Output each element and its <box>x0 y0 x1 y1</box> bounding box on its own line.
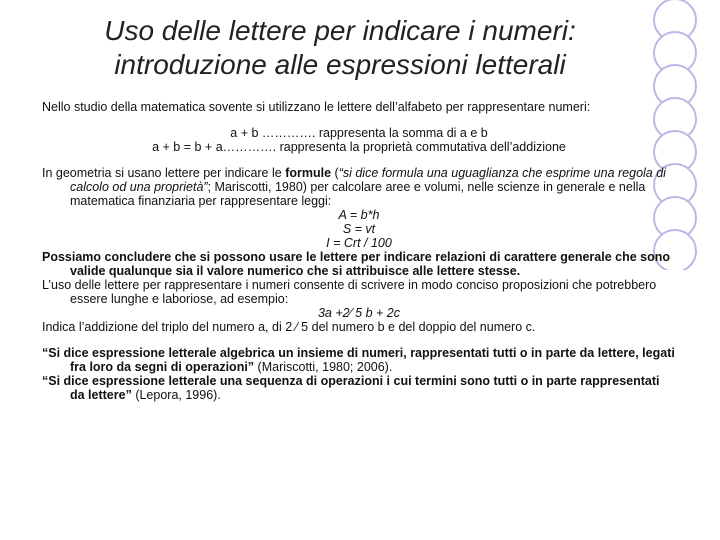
geometry-text-3: ; Mariscotti, 1980) per calcolare aree e volumi, nelle scienze in generale e nella matematica finanziaria per rappresentare leggi: <box>70 180 646 208</box>
definition-lepora <box>42 374 676 402</box>
formula-area: A = b*h <box>338 208 380 222</box>
example-commutative: a + b = b + a…………. rappresenta la proprietà commutativa dell’addizione <box>152 140 566 154</box>
intro-text: Nello studio della matematica sovente si utilizzano le lettere dell’alfabeto per rappresentare numeri: <box>42 100 591 114</box>
formula-space: S = vt <box>342 222 376 236</box>
definition-mariscotti-quote: “Si dice espressione letterale algebrica un insieme di numeri, rappresentati tutti o in parte da lettere, legati fra loro da segni di operazioni” <box>42 346 675 374</box>
usage-paragraph: L’uso delle lettere per rappresentare i numeri consente di scrivere in modo conciso proposizioni che potrebbero essere lunghe e laboriose, ad esempio: <box>42 278 657 306</box>
definition-lepora-quote: “Si dice espressione letterale una sequenza di operazioni i cui termini sono tutti o in parte rappresentati da lettere” <box>42 374 660 402</box>
slide-body <box>42 100 676 402</box>
example-sum: a + b …………. rappresenta la somma di a e b <box>230 126 488 140</box>
definition-mariscotti <box>42 346 676 374</box>
formula-interest: I = Crt / 100 <box>326 236 392 250</box>
indication-text: Indica l’addizione del triplo del numero a, di 2 ⁄ 5 del numero b e del doppio del numero c. <box>42 320 536 334</box>
geometry-quote: “si dice formula una uguaglianza che esprime una regola di calcolo od una proprietà” <box>70 166 666 194</box>
geometry-bold-formule: formule <box>285 166 332 180</box>
definition-mariscotti-cite: (Mariscotti, 1980; 2006). <box>254 360 393 374</box>
title-line-1: Uso delle lettere per indicare i numeri: <box>104 15 576 46</box>
definition-lepora-cite: (Lepora, 1996). <box>131 388 221 402</box>
conclusion-paragraph: Possiamo concludere che si possono usare le lettere per indicare relazioni di carattere generale che sono valide qualunque sia il valore numerico che si attribuisce alle lettere stesse. <box>42 250 671 278</box>
geometry-paragraph <box>42 166 676 208</box>
example-expression: 3a +2⁄ 5 b + 2c <box>317 306 400 320</box>
geometry-text-2: ( <box>331 166 339 180</box>
slide-title <box>30 14 650 82</box>
title-line-2: introduzione alle espressioni letterali <box>114 49 566 80</box>
geometry-text-1: In geometria si usano lettere per indicare le <box>42 166 286 180</box>
